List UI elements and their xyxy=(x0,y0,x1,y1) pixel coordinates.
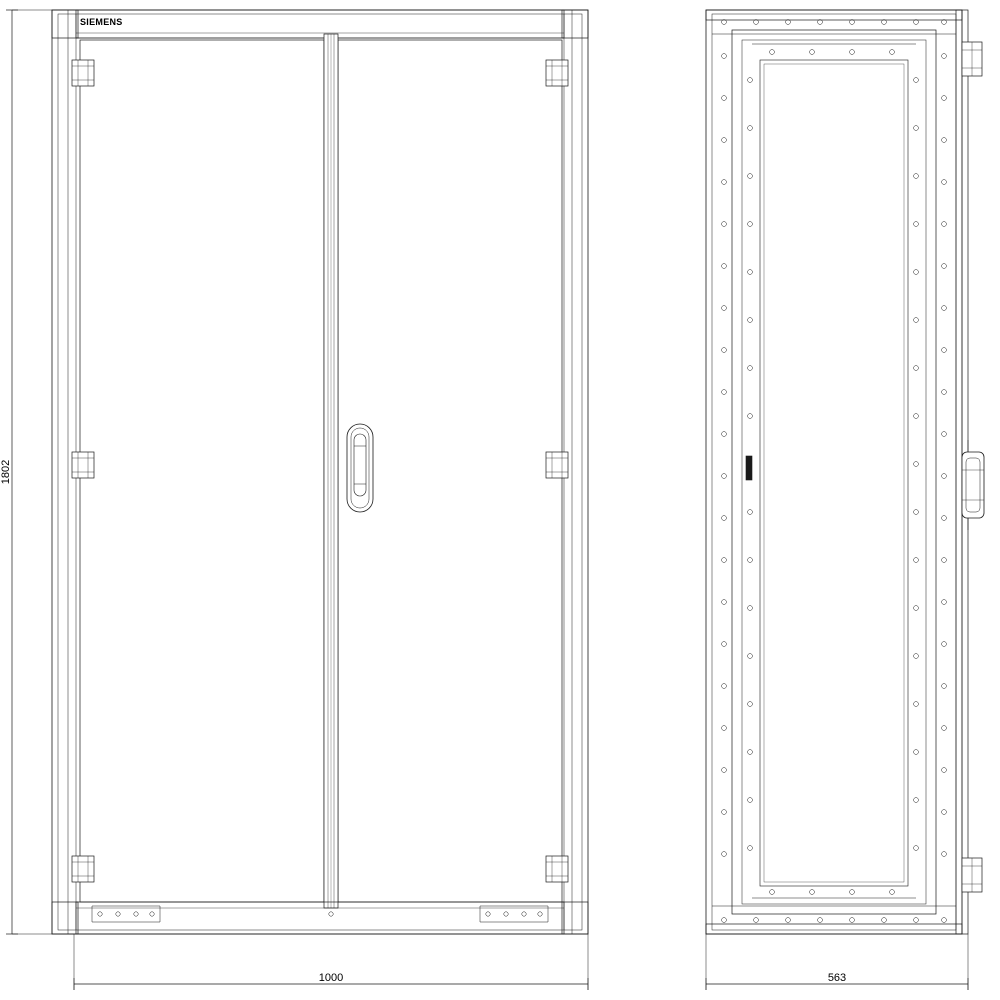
side-hinge-top xyxy=(962,42,982,76)
side-outer-frame xyxy=(706,10,962,934)
side-door-handle xyxy=(962,440,984,530)
hinge-right-middle xyxy=(546,452,568,478)
side-latch-strike xyxy=(746,456,752,480)
height-dimension-label: 1802 xyxy=(0,459,12,485)
side-hinge-bottom xyxy=(962,858,982,892)
front-width-dimension-label: 1000 xyxy=(318,972,344,984)
hinge-right-top xyxy=(546,60,568,86)
side-depth-dimension-label: 563 xyxy=(827,972,847,984)
door-handle xyxy=(347,424,373,512)
side-view xyxy=(706,10,984,934)
hinge-left-bottom xyxy=(72,856,94,882)
siemens-brand-label: SIEMENS xyxy=(80,17,123,27)
hinge-left-middle xyxy=(72,452,94,478)
front-outer-frame xyxy=(52,10,588,934)
hinge-right-bottom xyxy=(546,856,568,882)
hinge-left-top xyxy=(72,60,94,86)
front-view xyxy=(52,10,588,934)
